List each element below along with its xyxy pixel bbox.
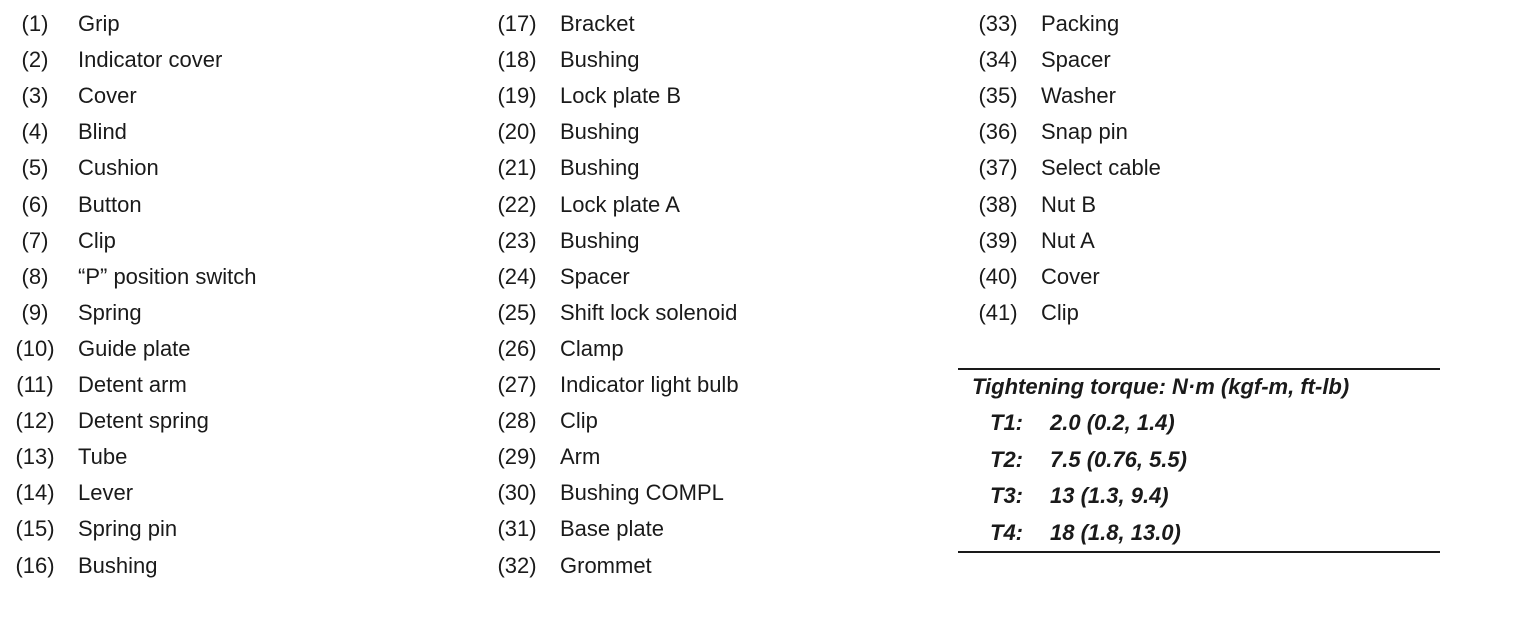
part-name: Cover <box>1041 263 1100 289</box>
part-name: Lock plate A <box>560 191 680 217</box>
part-name: Spring <box>78 299 142 325</box>
part-name: Indicator cover <box>78 47 223 73</box>
part-number: (21) <box>497 155 537 181</box>
part-number: (1) <box>21 11 49 36</box>
part-name: Indicator light bulb <box>560 372 739 397</box>
torque-value: 13 (1.3, 9.4) <box>1050 483 1169 508</box>
part-number: (12) <box>15 408 55 434</box>
part-number: (22) <box>497 191 537 217</box>
part-number: (16) <box>15 552 55 578</box>
part-number: (13) <box>15 444 55 470</box>
part-name: Nut A <box>1041 227 1095 253</box>
part-number: (37) <box>978 155 1018 181</box>
part-name: Cover <box>78 83 137 109</box>
part-number: (38) <box>978 191 1018 217</box>
part-number: (17) <box>497 11 537 36</box>
part-name: Tube <box>78 444 128 470</box>
part-name: Guide plate <box>78 335 191 361</box>
part-number: (24) <box>497 263 537 289</box>
part-number: (27) <box>497 372 537 397</box>
part-number: (20) <box>497 119 537 145</box>
part-number: (35) <box>978 83 1018 109</box>
part-name: Select cable <box>1041 155 1161 181</box>
part-number: (3) <box>21 83 49 109</box>
part-number: (30) <box>497 480 537 506</box>
part-name: Base plate <box>560 516 664 542</box>
part-number: (8) <box>21 263 49 289</box>
part-number: (19) <box>497 83 537 109</box>
torque-label: T3: <box>990 483 1023 508</box>
part-number: (36) <box>978 119 1018 145</box>
part-number: (2) <box>21 47 49 73</box>
part-name: Blind <box>78 119 127 145</box>
part-name: Snap pin <box>1041 119 1128 145</box>
part-number: (28) <box>497 408 537 434</box>
part-name: Arm <box>560 444 601 470</box>
part-number: (6) <box>21 191 49 217</box>
part-name: Grommet <box>560 552 652 578</box>
part-name: Lock plate B <box>560 83 682 109</box>
part-number: (15) <box>15 516 55 542</box>
part-number: (4) <box>21 119 49 145</box>
torque-value: 7.5 (0.76, 5.5) <box>1050 446 1187 472</box>
part-name: Bushing <box>560 227 640 253</box>
torque-label: T4: <box>990 519 1023 545</box>
part-name: Bushing <box>560 47 640 73</box>
part-name: Bushing COMPL <box>560 480 724 506</box>
part-name: Bushing <box>560 155 640 181</box>
part-number: (25) <box>497 299 537 325</box>
part-name: Spacer <box>1041 47 1111 73</box>
part-number: (23) <box>497 227 537 253</box>
part-name: Detent arm <box>78 372 187 397</box>
part-number: (26) <box>497 335 537 361</box>
part-number: (11) <box>16 372 54 397</box>
part-number: (34) <box>978 47 1018 73</box>
part-name: Clip <box>560 408 598 434</box>
part-name: Lever <box>78 480 134 506</box>
part-number: (10) <box>15 335 55 361</box>
part-name: Button <box>78 191 142 217</box>
part-number: (5) <box>21 155 49 181</box>
part-number: (29) <box>497 444 537 470</box>
part-name: Detent spring <box>78 408 209 434</box>
part-number: (7) <box>21 227 49 253</box>
part-name: Washer <box>1041 83 1116 109</box>
part-name: Grip <box>78 11 120 36</box>
part-number: (9) <box>21 299 49 325</box>
torque-label: T2: <box>990 446 1023 472</box>
torque-label: T1: <box>990 410 1023 435</box>
torque-value: 2.0 (0.2, 1.4) <box>1050 410 1175 435</box>
part-name: Clip <box>78 227 116 253</box>
part-name: Packing <box>1041 11 1120 36</box>
part-number: (41) <box>978 299 1018 325</box>
part-name: Cushion <box>78 155 159 181</box>
part-name: Bushing <box>78 552 158 578</box>
tightening-torque-table <box>958 368 1440 553</box>
part-number: (32) <box>497 552 537 578</box>
part-number: (39) <box>978 227 1018 253</box>
part-name: Bushing <box>560 119 640 145</box>
part-number: (14) <box>15 480 55 506</box>
part-number: (40) <box>978 263 1018 289</box>
part-name: Clamp <box>560 335 624 361</box>
part-name: Spring pin <box>78 516 178 542</box>
torque-value: 18 (1.8, 13.0) <box>1050 519 1181 545</box>
part-name: Clip <box>1041 299 1079 325</box>
part-name: Bracket <box>560 11 635 36</box>
part-name: Nut B <box>1041 191 1097 217</box>
part-number: (33) <box>978 11 1018 36</box>
part-number: (18) <box>497 47 537 73</box>
part-name: Shift lock solenoid <box>560 299 738 325</box>
torque-title: Tightening torque: N·m (kgf-m, ft-lb) <box>972 374 1350 399</box>
part-name: “P” position switch <box>78 263 257 289</box>
part-number: (31) <box>497 516 537 542</box>
part-name: Spacer <box>560 263 630 289</box>
